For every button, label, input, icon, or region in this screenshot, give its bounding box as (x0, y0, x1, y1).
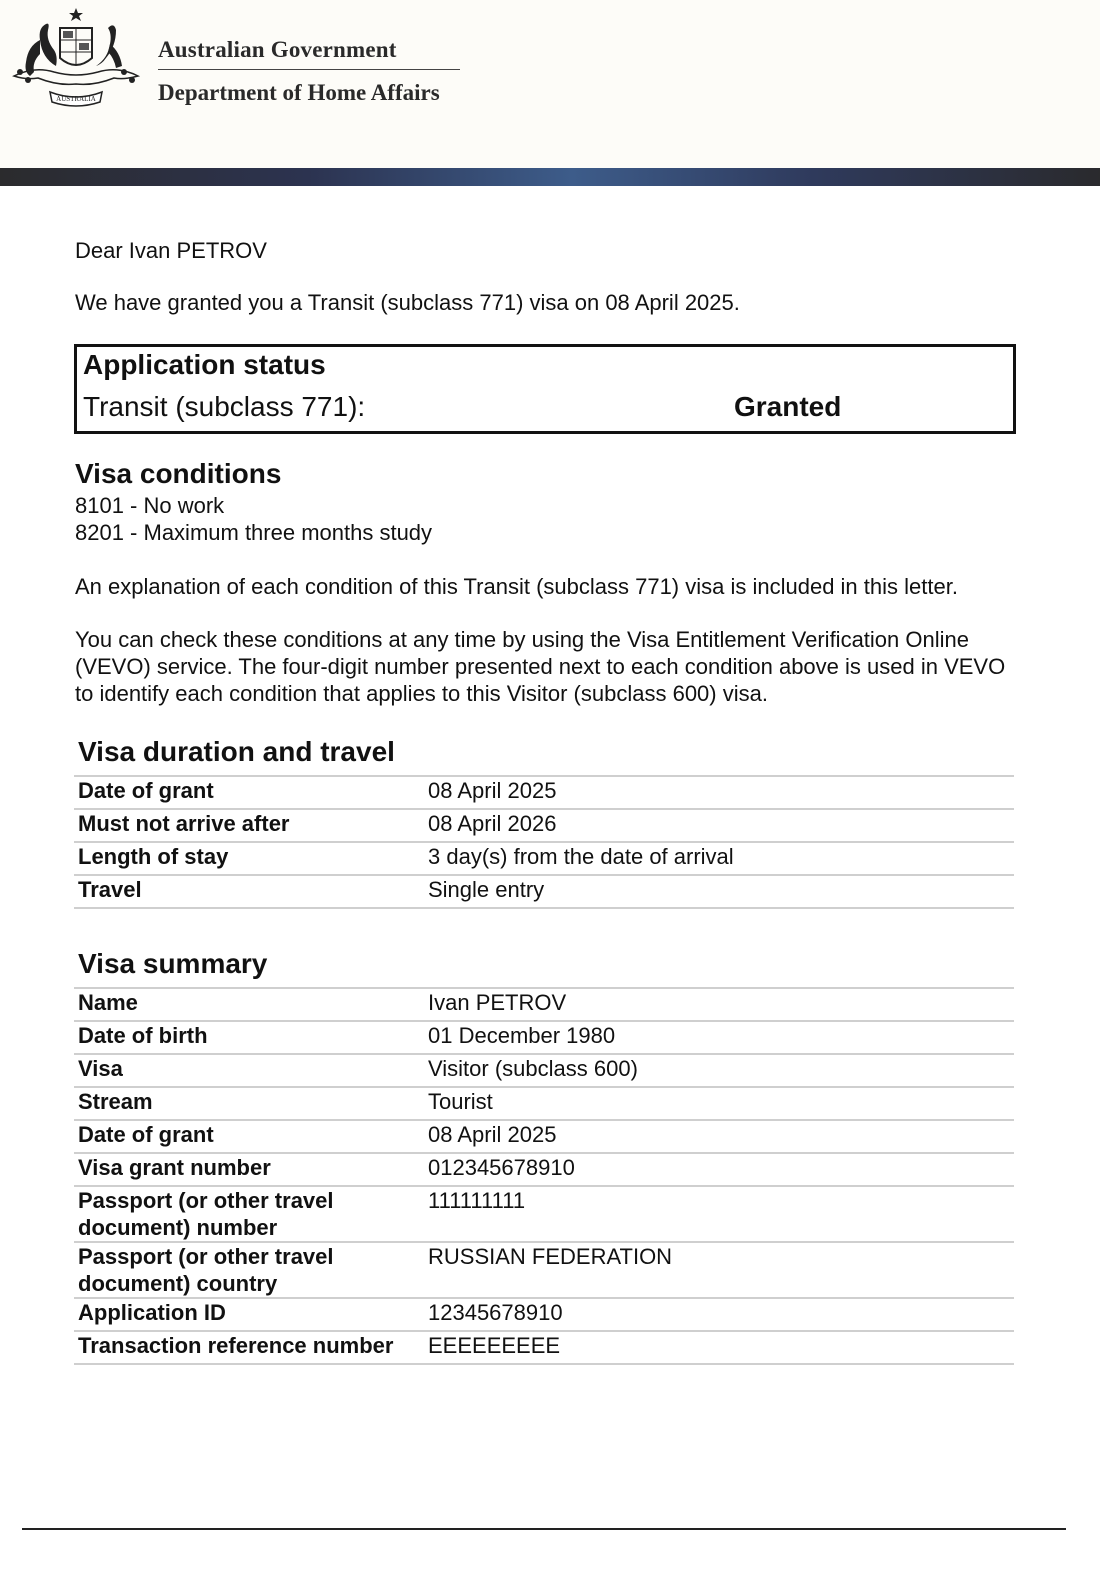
table-row (74, 1021, 1014, 1054)
row-value: Ivan PETROV (422, 988, 1014, 1021)
table-row (74, 842, 1014, 875)
row-value: 012345678910 (422, 1153, 1014, 1186)
table-row (74, 988, 1014, 1021)
table-row (74, 776, 1014, 809)
status-visa: Transit (subclass 771): (83, 391, 366, 422)
row-label: Date of birth (74, 1021, 422, 1054)
row-label: Visa grant number (74, 1153, 422, 1186)
condition-item: 8201 - Maximum three months study (75, 520, 433, 545)
status-value: Granted (734, 391, 842, 422)
summary-heading: Visa summary (78, 948, 268, 979)
row-value: 08 April 2025 (422, 776, 1014, 809)
status-title: Application status (83, 349, 326, 380)
greeting: Dear Ivan PETROV (75, 238, 267, 263)
table-row (74, 1298, 1014, 1331)
conditions-explanation: An explanation of each condition of this Transit (subclass 771) visa is included in this letter. (75, 574, 958, 599)
row-label: Passport (or other travel document) number (74, 1186, 422, 1242)
row-value: 3 day(s) from the date of arrival (422, 842, 1014, 875)
department-name: Department of Home Affairs (158, 80, 440, 105)
table-row (74, 1120, 1014, 1153)
conditions-list (75, 492, 432, 546)
row-label: Date of grant (74, 776, 422, 809)
duration-heading: Visa duration and travel (78, 736, 395, 767)
row-label: Transaction reference number (74, 1331, 422, 1364)
row-value: RUSSIAN FEDERATION (422, 1242, 1014, 1298)
vevo-paragraph: You can check these conditions at any time by using the Visa Entitlement Verification Online (VEVO) service. The four-digit number presented next to each condition above is used in VEVO to identify each condition that applies to this Visitor (subclass 600) visa. (75, 627, 1006, 706)
government-name: Australian Government (158, 37, 397, 62)
table-row (74, 875, 1014, 908)
row-value: 01 December 1980 (422, 1021, 1014, 1054)
row-value: 12345678910 (422, 1298, 1014, 1331)
agency-name (158, 36, 460, 107)
table-row (74, 1153, 1014, 1186)
application-status-box (74, 344, 1016, 434)
row-label: Visa (74, 1054, 422, 1087)
row-value: 08 April 2026 (422, 809, 1014, 842)
duration-table (74, 775, 1014, 909)
crest-scroll-text: AUSTRALIA (56, 95, 96, 103)
letterhead (0, 0, 1100, 168)
table-row (74, 1054, 1014, 1087)
row-value: Tourist (422, 1087, 1014, 1120)
row-value: 08 April 2025 (422, 1120, 1014, 1153)
row-label: Stream (74, 1087, 422, 1120)
condition-item: 8101 - No work (75, 493, 225, 518)
row-label: Must not arrive after (74, 809, 422, 842)
row-value: EEEEEEEEE (422, 1331, 1014, 1364)
footer-divider (22, 1528, 1066, 1530)
agency-divider (158, 69, 460, 70)
row-label: Passport (or other travel document) country (74, 1242, 422, 1298)
coat-of-arms-icon (4, 6, 148, 114)
row-label: Date of grant (74, 1120, 422, 1153)
row-label: Travel (74, 875, 422, 908)
row-value: 111111111 (422, 1186, 1014, 1242)
row-label: Length of stay (74, 842, 422, 875)
table-row (74, 1331, 1014, 1364)
table-row (74, 1186, 1014, 1242)
grant-intro: We have granted you a Transit (subclass 771) visa on 08 April 2025. (75, 290, 740, 315)
table-row (74, 1242, 1014, 1298)
summary-table (74, 987, 1014, 1365)
conditions-heading: Visa conditions (75, 458, 282, 489)
row-label: Name (74, 988, 422, 1021)
table-row (74, 1087, 1014, 1120)
row-label: Application ID (74, 1298, 422, 1331)
row-value: Visitor (subclass 600) (422, 1054, 1014, 1087)
header-band (0, 168, 1100, 186)
row-value: Single entry (422, 875, 1014, 908)
table-row (74, 809, 1014, 842)
